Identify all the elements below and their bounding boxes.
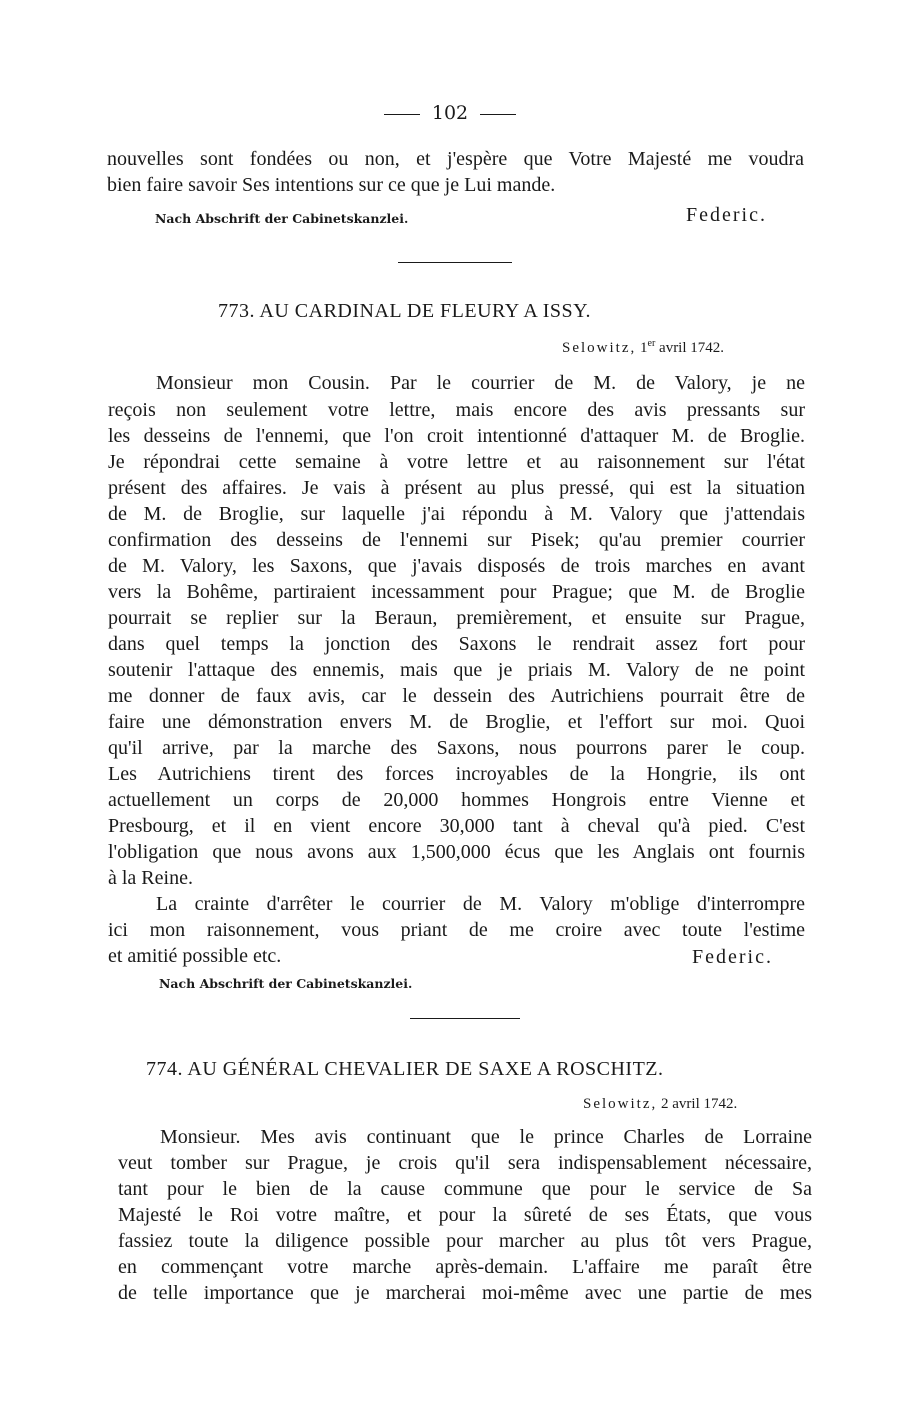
text-line: veut tomber sur Prague, je crois qu'il sera indispensablement nécessaire, [118, 1152, 812, 1174]
text-line: ici mon raisonnement, vous priant de me croire avec toute l'estime [108, 919, 805, 941]
text-line: Monsieur mon Cousin. Par le courrier de M. de Valory, je ne [156, 372, 805, 394]
text-line: nouvelles sont fondées ou non, et j'espère que Votre Majesté me voudra [107, 148, 804, 170]
text-line: La crainte d'arrêter le courrier de M. Valory m'oblige d'interrompre [156, 893, 805, 915]
text-line: Les Autrichiens tirent des forces incroyables de la Hongrie, ils ont [108, 763, 805, 785]
text-line: reçois non seulement votre lettre, mais encore des avis pressants sur [108, 399, 805, 421]
letter-heading: 773. AU CARDINAL DE FLEURY A ISSY. [218, 300, 591, 322]
letter-date: 1er avril 1742. [640, 338, 725, 356]
text-line: vers la Bohême, partiraient incessamment pour Prague; que M. de Broglie [108, 581, 805, 603]
source-note: Nach Abschrift der Cabinetskanzlei. [155, 211, 409, 226]
letter-heading: 774. AU GÉNÉRAL CHEVALIER DE SAXE A ROSCHITZ. [146, 1058, 664, 1080]
text-line: à la Reine. [108, 867, 193, 889]
text-line: tant pour le bien de la cause commune que pour le service de Sa [118, 1178, 812, 1200]
signature: Federic. [692, 946, 773, 968]
text-line: faire une démonstration envers M. de Broglie, et l'effort sur moi. Quoi [108, 711, 805, 733]
text-line: et amitié possible etc. [108, 945, 282, 967]
text-line: qu'il arrive, par la marche des Saxons, nous pourrons parer le coup. [108, 737, 805, 759]
text-line: de M. de Broglie, sur laquelle j'ai répondu à M. Valory que j'attendais [108, 503, 805, 525]
text-line: confirmation des desseins de l'ennemi sur Pisek; qu'au premier courrier [108, 529, 805, 551]
text-line: fassiez toute la diligence possible pour marcher au plus tôt vers Prague, [118, 1230, 812, 1252]
text-line: Majesté le Roi votre maître, et pour la sûreté de ses États, que vous [118, 1204, 812, 1226]
header-dash-left [384, 114, 420, 115]
text-line: me donner de faux avis, car le dessein des Autrichiens pourrait être de [108, 685, 805, 707]
text-line: les desseins de l'ennemi, que l'on croit intentionné d'attaquer M. de Broglie. [108, 425, 805, 447]
text-line: présent des affaires. Je vais à présent au plus pressé, qui est la situation [108, 477, 805, 499]
letter-date: 2 avril 1742. [661, 1096, 738, 1112]
text-line: soutenir l'attaque des ennemis, mais que je priais M. Valory de ne point [108, 659, 805, 681]
text-line: bien faire savoir Ses intentions sur ce que je Lui mande. [107, 174, 556, 196]
text-line: actuellement un corps de 20,000 hommes Hongrois entre Vienne et [108, 789, 805, 811]
section-divider [410, 1018, 520, 1019]
header-dash-right [480, 114, 516, 115]
source-note: Nach Abschrift der Cabinetskanzlei. [159, 976, 413, 991]
text-line: pourrait se replier sur la Beraun, premièrement, et ensuite sur Prague, [108, 607, 805, 629]
text-line: en commençant votre marche après-demain. L'affaire me paraît être [118, 1256, 812, 1278]
letter-place-date [562, 338, 724, 357]
letter-place: Selowitz, [583, 1096, 658, 1112]
letter-place-date [583, 1096, 737, 1113]
section-divider [398, 262, 512, 263]
text-line: Je répondrai cette semaine à votre lettre et au raisonnement sur l'état [108, 451, 805, 473]
letter-place: Selowitz, [562, 340, 637, 356]
page-header [0, 102, 900, 124]
text-line: Monsieur. Mes avis continuant que le prince Charles de Lorraine [160, 1126, 812, 1148]
text-line: de telle importance que je marcherai moi-même avec une partie de mes [118, 1282, 812, 1304]
text-line: de M. Valory, les Saxons, que j'avais disposés de trois marches en avant [108, 555, 805, 577]
page-number: 102 [431, 102, 469, 124]
text-line: l'obligation que nous avons aux 1,500,000 écus que les Anglais ont fournis [108, 841, 805, 863]
text-line: Presbourg, et il en vient encore 30,000 tant à cheval qu'à pied. C'est [108, 815, 805, 837]
text-line: dans quel temps la jonction des Saxons le rendrait assez fort pour [108, 633, 805, 655]
signature: Federic. [686, 204, 767, 226]
